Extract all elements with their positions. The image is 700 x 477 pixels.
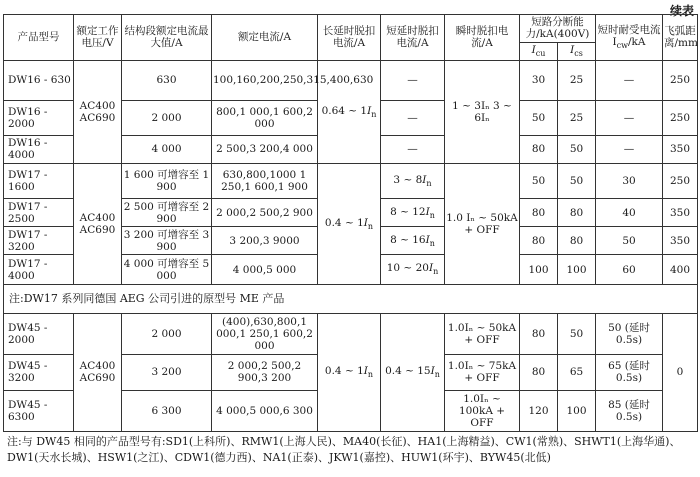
ics-cell: 65 xyxy=(558,355,596,391)
instant-cell: 1.0 Iₙ ~ 50kA + OFF xyxy=(445,163,520,284)
arc-cell: 350 xyxy=(663,136,698,164)
model-cell: DW16 - 630 xyxy=(4,60,74,100)
short-delay-cell: 8 ~ $16I_n$ xyxy=(381,227,445,255)
current-cell: 3 200,3 9000 xyxy=(212,227,318,255)
short-delay-cell: — xyxy=(381,136,445,164)
icw-cell: 40 xyxy=(596,199,663,227)
icu-cell: 80 xyxy=(520,199,558,227)
instant-cell: 1 ~ 3Iₙ 3 ~ 6Iₙ xyxy=(445,60,520,163)
arc-cell: 350 xyxy=(663,227,698,255)
ics-cell: 50 xyxy=(558,136,596,164)
frame-cell: 4 000 可增容至 5 000 xyxy=(122,255,212,285)
long-delay-cell: 0.64 ~ $1I_n$ xyxy=(318,60,381,163)
icw-cell: 65 (延时 0.5s) xyxy=(596,355,663,391)
instant-cell: 1.0Iₙ ~ 100kA + OFF xyxy=(445,390,520,431)
long-delay-cell: 0.4 ~ $1I_n$ xyxy=(318,163,381,284)
header-rated-current: 额定电流/A xyxy=(212,15,318,61)
current-cell: 100,160,200,250,315,400,630 xyxy=(212,60,318,100)
arc-cell: 350 xyxy=(663,199,698,227)
header-withstand: 短时耐受电流 $I_{cw}/kA$ xyxy=(596,15,663,61)
frame-cell: 3 200 xyxy=(122,355,212,391)
breaker-spec-table xyxy=(3,14,698,432)
model-cell: DW45 - 3200 xyxy=(4,355,74,391)
header-breaking-capacity: 短路分断能力/kA(400V) xyxy=(520,15,596,43)
icu-cell: 80 xyxy=(520,313,558,354)
header-instant: 瞬时脱扣电流/A xyxy=(445,15,520,61)
short-delay-cell: 3 ~ $8I_n$ xyxy=(381,163,445,199)
frame-cell: 6 300 xyxy=(122,390,212,431)
icw-cell: — xyxy=(596,136,663,164)
icw-cell: 85 (延时 0.5s) xyxy=(596,390,663,431)
model-cell: DW17 - 3200 xyxy=(4,227,74,255)
icu-cell: 80 xyxy=(520,136,558,164)
short-delay-cell: 8 ~ $12I_n$ xyxy=(381,199,445,227)
icu-cell: 50 xyxy=(520,163,558,199)
frame-cell: 630 xyxy=(122,60,212,100)
current-cell: 2 000,2 500,2 900 xyxy=(212,199,318,227)
frame-cell: 3 200 可增容至 3 900 xyxy=(122,227,212,255)
short-delay-cell: — xyxy=(381,60,445,100)
current-cell: (400),630,800,1 000,1 250,1 600,2 000 xyxy=(212,313,318,354)
icw-cell: 50 xyxy=(596,227,663,255)
instant-cell: 1.0Iₙ ~ 50kA + OFF xyxy=(445,313,520,354)
icu-cell: 30 xyxy=(520,60,558,100)
current-cell: 4 000,5 000,6 300 xyxy=(212,390,318,431)
header-model: 产品型号 xyxy=(4,15,74,61)
short-delay-cell: — xyxy=(381,100,445,136)
icw-cell: — xyxy=(596,100,663,136)
icu-cell: 120 xyxy=(520,390,558,431)
continued-label: 续表 xyxy=(669,4,694,18)
header-long-delay: 长延时脱扣电流/A xyxy=(318,15,381,61)
ics-cell: 100 xyxy=(558,255,596,285)
ics-cell: 50 xyxy=(558,163,596,199)
arc-cell: 250 xyxy=(663,100,698,136)
dw17-note: 注:DW17 系列同德国 AEG 公司引进的原型号 ME 产品 xyxy=(4,285,698,314)
model-cell: DW17 - 2500 xyxy=(4,199,74,227)
table-row xyxy=(4,163,698,199)
long-delay-cell: 0.4 ~ $1I_n$ xyxy=(318,313,381,431)
header-short-delay: 短延时脱扣电流/A xyxy=(381,15,445,61)
model-cell: DW17 - 1600 xyxy=(4,163,74,199)
table-row xyxy=(4,60,698,100)
model-cell: DW16 - 2000 xyxy=(4,100,74,136)
ics-cell: 80 xyxy=(558,199,596,227)
ics-cell: 100 xyxy=(558,390,596,431)
ics-cell: 50 xyxy=(558,313,596,354)
header-frame-current: 结构段额定电流最大值/A xyxy=(122,15,212,61)
ics-cell: 25 xyxy=(558,100,596,136)
current-cell: 2 500,3 200,4 000 xyxy=(212,136,318,164)
short-delay-cell: 10 ~ $20I_n$ xyxy=(381,255,445,285)
frame-cell: 2 500 可增容至 2 900 xyxy=(122,199,212,227)
icu-cell: 80 xyxy=(520,355,558,391)
arc-cell: 250 xyxy=(663,163,698,199)
icu-cell: 50 xyxy=(520,100,558,136)
frame-cell: 2 000 xyxy=(122,100,212,136)
ics-cell: 80 xyxy=(558,227,596,255)
current-cell: 2 000,2 500,2 900,3 200 xyxy=(212,355,318,391)
header-arc-distance: 飞弧距离/mm xyxy=(663,15,698,61)
model-cell: DW45 - 6300 xyxy=(4,390,74,431)
header-ics: $I_{cs}$ xyxy=(558,42,596,60)
arc-cell: 400 xyxy=(663,255,698,285)
voltage-cell: AC400 AC690 xyxy=(74,60,122,163)
ics-cell: 25 xyxy=(558,60,596,100)
dw45-footnote: 注:与 DW45 相同的产品型号有:SD1(上科所)、RMW1(上海人民)、MA40(长征)、HA1(上海精益)、CW1(常熟)、SHWT1(上海华通)、DW1(天水长城)、HSW1(之江)、CDW1(德力西)、NA1(正泰)、JKW1(嘉控)、HUW1(环宇)、BYW45(北低) xyxy=(7,435,681,464)
voltage-cell: AC400 AC690 xyxy=(74,163,122,284)
arc-cell: 250 xyxy=(663,60,698,100)
icu-cell: 100 xyxy=(520,255,558,285)
current-cell: 630,800,1000 1 250,1 600,1 900 xyxy=(212,163,318,199)
icw-cell: 30 xyxy=(596,163,663,199)
icw-cell: — xyxy=(596,60,663,100)
arc-cell: 0 xyxy=(663,313,698,431)
instant-cell: 1.0Iₙ ~ 75kA + OFF xyxy=(445,355,520,391)
model-cell: DW16 - 4000 xyxy=(4,136,74,164)
model-cell: DW45 - 2000 xyxy=(4,313,74,354)
icu-cell: 80 xyxy=(520,227,558,255)
voltage-cell: AC400 AC690 xyxy=(74,313,122,431)
icw-cell: 60 xyxy=(596,255,663,285)
table-row xyxy=(4,313,698,354)
short-delay-cell: 0.4 ~ $15I_n$ xyxy=(381,313,445,431)
frame-cell: 4 000 xyxy=(122,136,212,164)
header-icu: $I_{cu}$ xyxy=(520,42,558,60)
current-cell: 800,1 000,1 600,2 000 xyxy=(212,100,318,136)
frame-cell: 2 000 xyxy=(122,313,212,354)
header-voltage: 额定工作电压/V xyxy=(74,15,122,61)
current-cell: 4 000,5 000 xyxy=(212,255,318,285)
icw-cell: 50 (延时 0.5s) xyxy=(596,313,663,354)
model-cell: DW17 - 4000 xyxy=(4,255,74,285)
frame-cell: 1 600 可增容至 1 900 xyxy=(122,163,212,199)
